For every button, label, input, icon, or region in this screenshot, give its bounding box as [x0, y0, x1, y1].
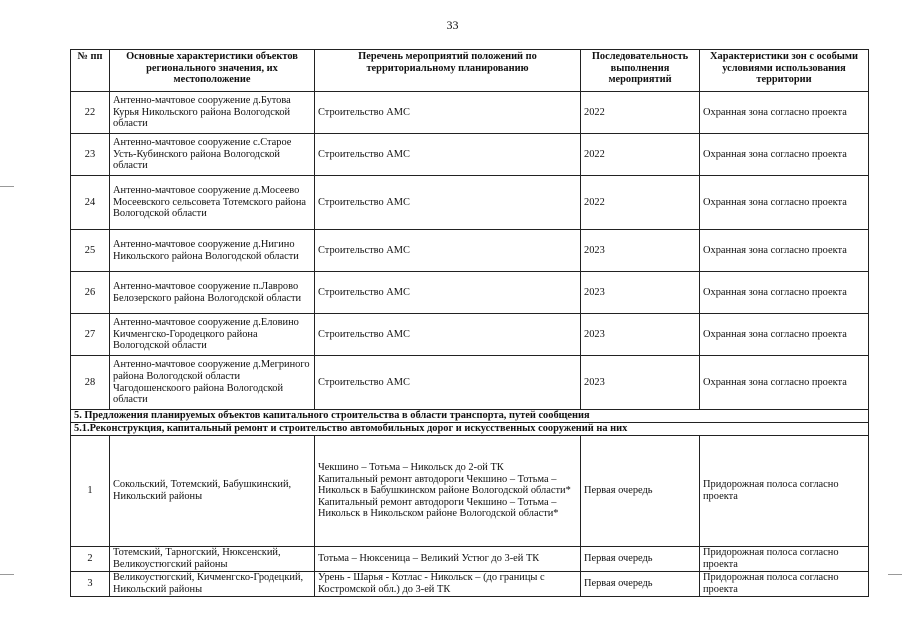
- measure-line: Капитальный ремонт автодороги Чекшино – Тотьма – Никольск в Никольском районе Вологодской области*: [318, 496, 559, 520]
- row-object: Великоустюгский, Кичменгско-Гродецкий, Никольский районы: [110, 572, 315, 597]
- row-number: 1: [71, 436, 110, 547]
- row-measure: Строительство АМС: [315, 272, 581, 314]
- row-sequence: 2023: [581, 272, 700, 314]
- row-object: Антенно-мачтовое сооружение д.Мосеево Мосеевского сельсовета Тотемского района Вологодской области: [110, 176, 315, 230]
- header-object: Основные характеристики объектов регионального значения, их местоположение: [110, 50, 315, 92]
- header-measures: Перечень мероприятий положений по территориальному планированию: [315, 50, 581, 92]
- row-sequence: 2023: [581, 314, 700, 356]
- row-object: Антенно-мачтовое сооружение д.Мегриного района Вологодской области Чагодошенскоого района Вологодской области: [110, 356, 315, 410]
- table-row: [71, 134, 869, 176]
- table-row: [71, 572, 869, 597]
- header-zones: Характеристики зон с особыми условиями использования территории: [700, 50, 869, 92]
- planning-table: [70, 49, 869, 597]
- measure-line: Урень - Шарья - Котлас - Никольск – (до границы с Костромской обл.) до 3-ей ТК: [318, 572, 545, 595]
- row-object: Антенно-мачтовое сооружение д.Еловино Кичменгско-Городецкого района Вологодской области: [110, 314, 315, 356]
- row-measure: Строительство АМС: [315, 230, 581, 272]
- row-measure: Строительство АМС: [315, 92, 581, 134]
- page-number: 33: [446, 18, 459, 32]
- row-zone: Охранная зона согласно проекта: [700, 356, 869, 410]
- margin-mark-left-top: [0, 186, 14, 187]
- row-zone: Охранная зона согласно проекта: [700, 176, 869, 230]
- measure-line: Чекшино – Тотьма – Никольск до 2-ой ТК: [318, 462, 504, 474]
- row-zone: Охранная зона согласно проекта: [700, 92, 869, 134]
- section-heading-row: [71, 410, 869, 423]
- row-measure: Строительство АМС: [315, 356, 581, 410]
- row-number: 3: [71, 572, 110, 597]
- row-zone: Охранная зона согласно проекта: [700, 314, 869, 356]
- row-measure: Строительство АМС: [315, 314, 581, 356]
- row-measure: [315, 547, 581, 572]
- row-zone: Придорожная полоса согласно проекта: [700, 572, 869, 597]
- row-sequence: 2022: [581, 92, 700, 134]
- row-object: Тотемский, Тарногский, Нюксенский, Великоустюгский районы: [110, 547, 315, 572]
- row-number: 26: [71, 272, 110, 314]
- row-object: Антенно-мачтовое сооружение д.Бутова Курья Никольского района Вологодской области: [110, 92, 315, 134]
- table-row: [71, 272, 869, 314]
- row-object: Антенно-мачтовое сооружение д.Нигино Никольского района Вологодской области: [110, 230, 315, 272]
- row-sequence: 2023: [581, 356, 700, 410]
- row-zone: Придорожная полоса согласно проекта: [700, 436, 869, 547]
- row-number: 25: [71, 230, 110, 272]
- table-row: [71, 436, 869, 547]
- row-object: Антенно-мачтовое сооружение п.Лаврово Белозерского района Вологодской области: [110, 272, 315, 314]
- margin-mark-left-bottom: [0, 574, 14, 575]
- header-sequence: Последовательность выполнения мероприятий: [581, 50, 700, 92]
- row-number: 28: [71, 356, 110, 410]
- measure-line: Капитальный ремонт автодороги Чекшино – Тотьма – Никольск в Бабушкинском районе Вологодской области*: [318, 473, 571, 497]
- table-row: [71, 92, 869, 134]
- row-object: Сокольский, Тотемский, Бабушкинский, Никольский районы: [110, 436, 315, 547]
- row-number: 22: [71, 92, 110, 134]
- row-number: 2: [71, 547, 110, 572]
- subsection-heading-row: [71, 423, 869, 436]
- row-measure: [315, 572, 581, 597]
- table-row: [71, 356, 869, 410]
- row-sequence: Первая очередь: [581, 572, 700, 597]
- row-zone: Придорожная полоса согласно проекта: [700, 547, 869, 572]
- table-row: [71, 314, 869, 356]
- row-number: 23: [71, 134, 110, 176]
- row-measure: Строительство АМС: [315, 134, 581, 176]
- margin-mark-right-bottom: [888, 574, 902, 575]
- table-row: [71, 176, 869, 230]
- row-sequence: Первая очередь: [581, 547, 700, 572]
- row-measure: [315, 436, 581, 547]
- row-zone: Охранная зона согласно проекта: [700, 230, 869, 272]
- row-sequence: Первая очередь: [581, 436, 700, 547]
- row-number: 24: [71, 176, 110, 230]
- section-heading: 5. Предложения планируемых объектов капитального строительства в области транспорта, путей сообщения: [71, 410, 869, 423]
- row-zone: Охранная зона согласно проекта: [700, 134, 869, 176]
- row-sequence: 2022: [581, 134, 700, 176]
- row-sequence: 2022: [581, 176, 700, 230]
- subsection-heading: 5.1.Реконструкция, капитальный ремонт и строительство автомобильных дорог и искусственных сооружений на них: [71, 423, 869, 436]
- table-row: [71, 547, 869, 572]
- table-row: [71, 230, 869, 272]
- row-object: Антенно-мачтовое сооружение с.Старое Усть-Кубинского района Вологодской области: [110, 134, 315, 176]
- measure-line: Тотьма – Нюксеница – Великий Устюг до 3-ей ТК: [318, 553, 540, 565]
- row-zone: Охранная зона согласно проекта: [700, 272, 869, 314]
- header-number: № пп: [71, 50, 110, 92]
- table-header-row: [71, 50, 869, 92]
- row-measure: Строительство АМС: [315, 176, 581, 230]
- row-sequence: 2023: [581, 230, 700, 272]
- row-number: 27: [71, 314, 110, 356]
